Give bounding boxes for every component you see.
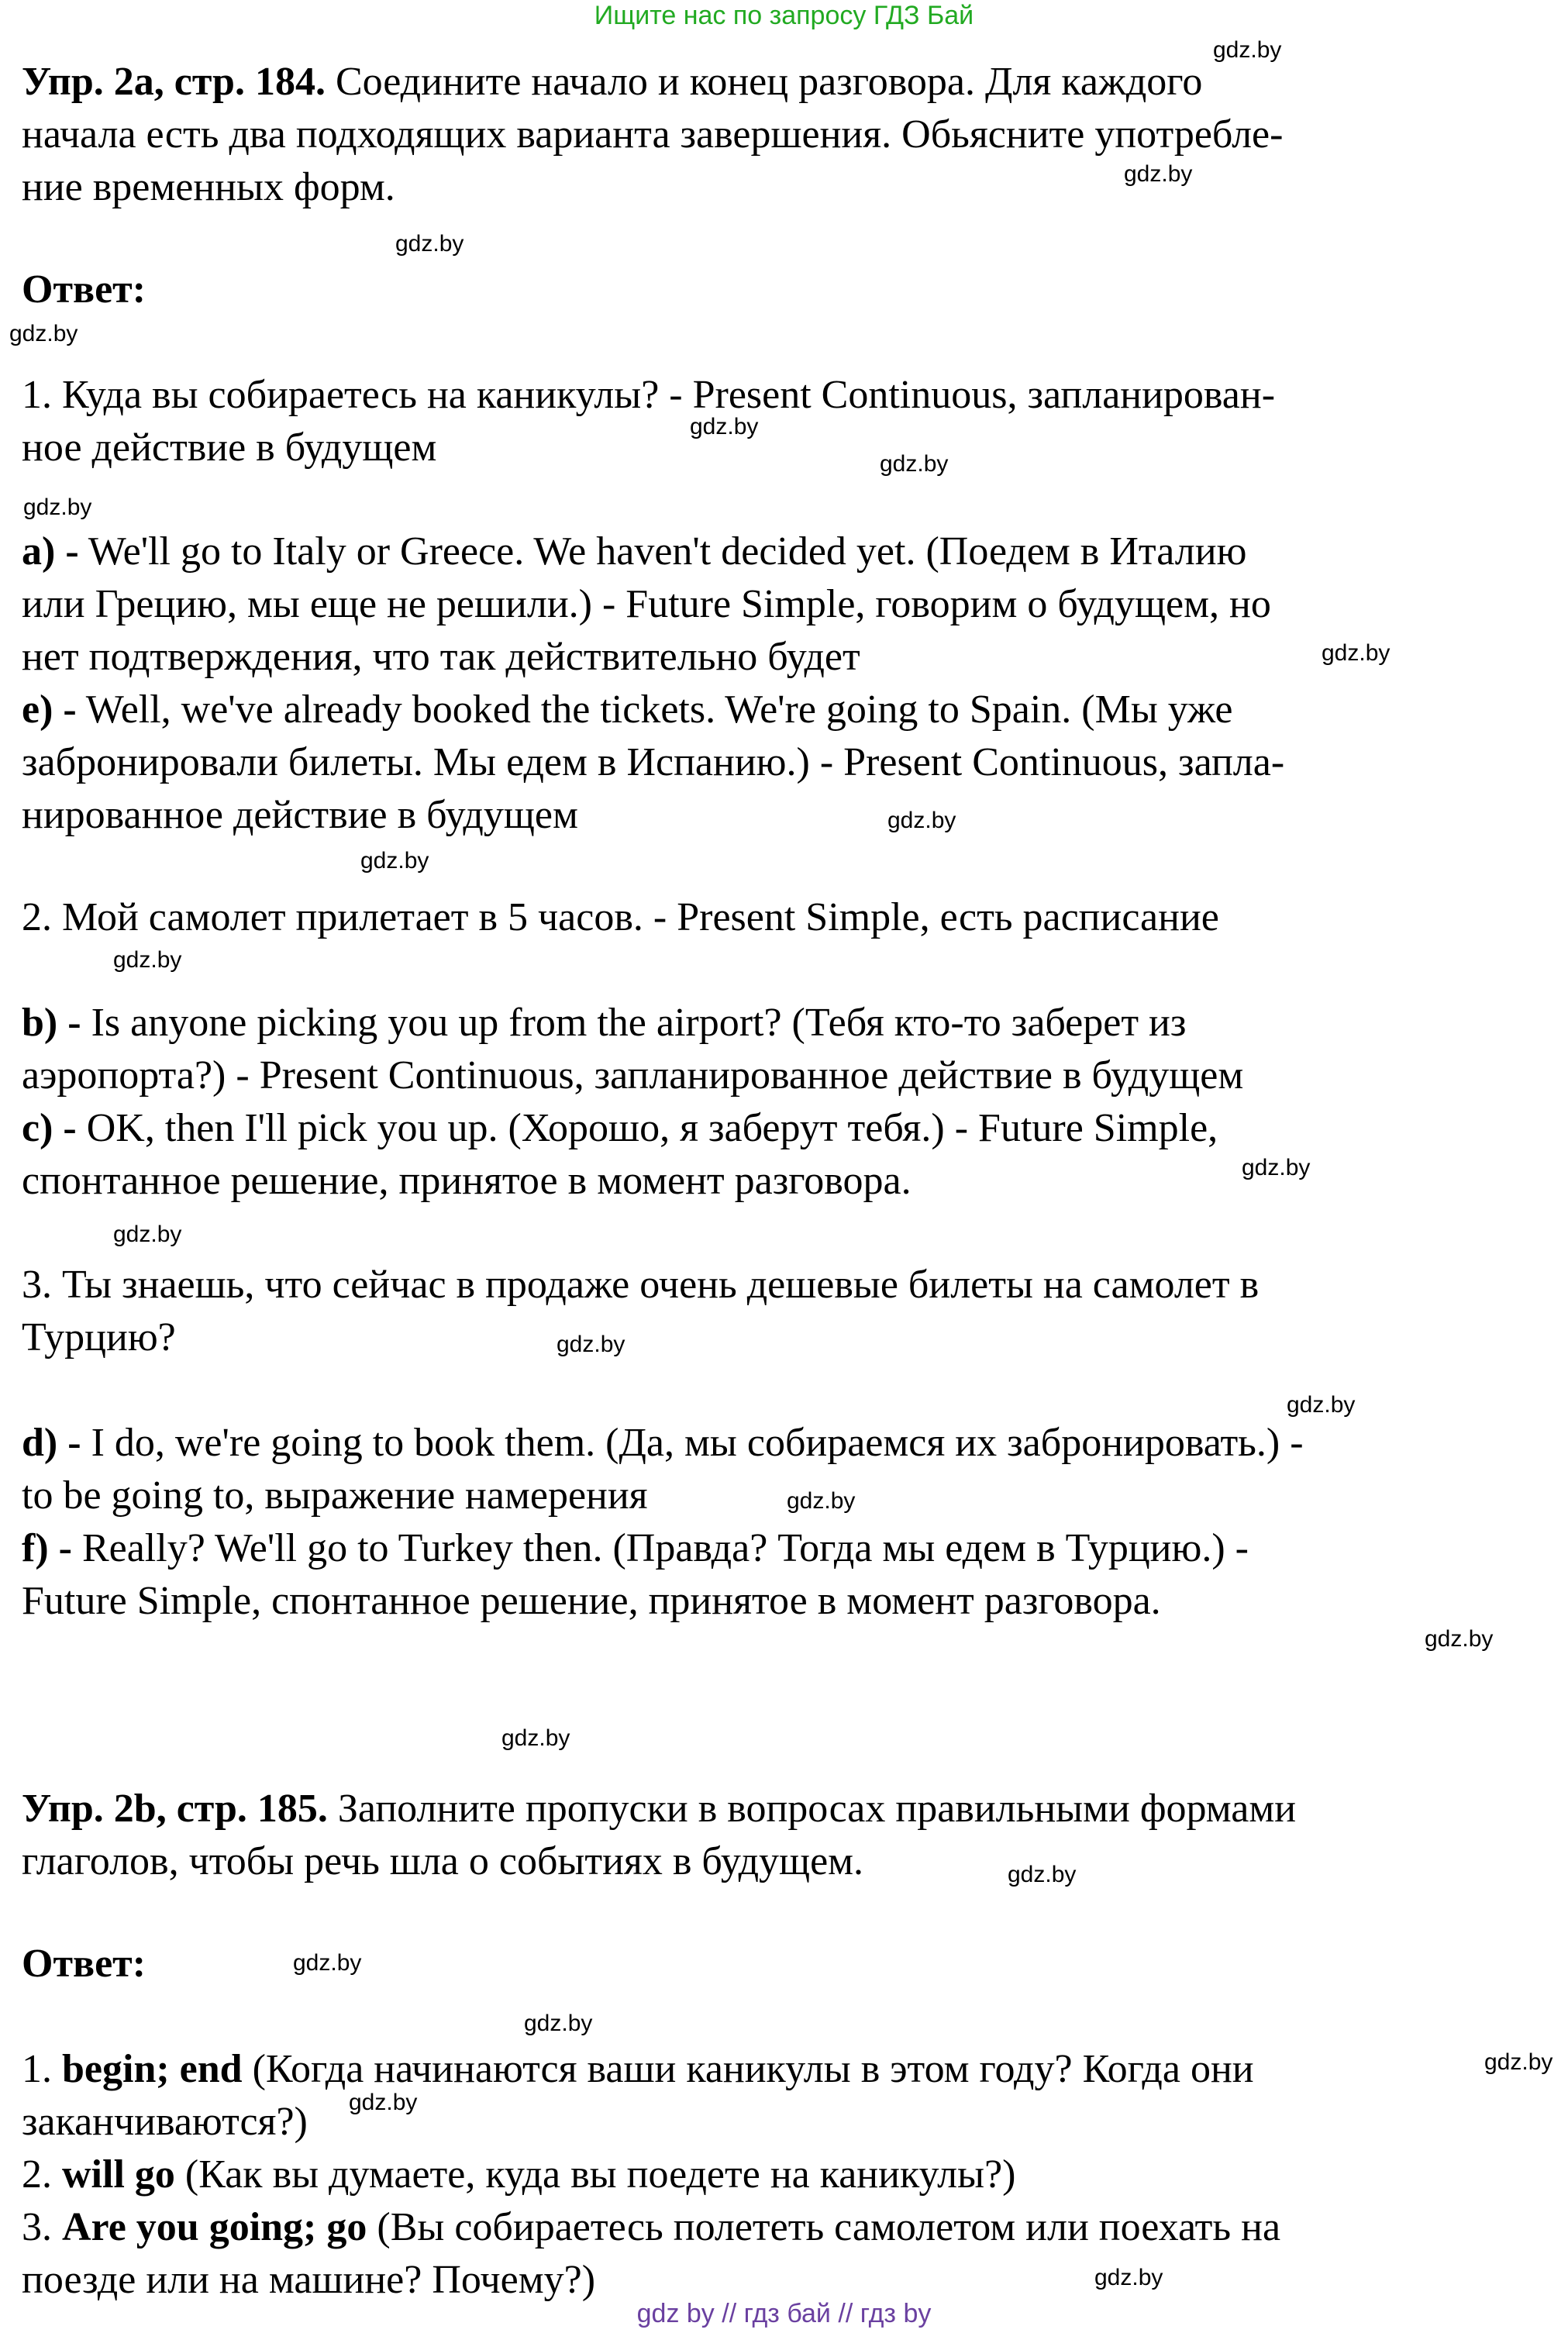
watermark: gdz.by [787, 1488, 856, 1514]
ex1-f-label: f) - [22, 1526, 72, 1570]
watermark: gdz.by [1094, 2265, 1163, 2290]
watermark: gdz.by [113, 1222, 182, 1247]
ex1-a-line2: или Грецию, мы еще не решили.) - Future Simple, говорим о будущем, но [22, 582, 1271, 626]
ex2-item1-num: 1. [22, 2047, 62, 2091]
ex1-d-text1: I do, we're going to book them. (Да, мы собираемся их забронировать.) - [81, 1421, 1304, 1465]
ex1-q3-line2: Турцию? [22, 1315, 176, 1359]
watermark: gdz.by [1242, 1155, 1311, 1180]
ex1-task-line2: начала есть два подходящих варианта завершения. Обьясните употребле- [22, 112, 1284, 157]
ex2-item3-num: 3. [22, 2205, 62, 2249]
ex2-item1-line2: заканчиваются?) [22, 2100, 308, 2144]
ex2-item1-line1 [22, 2043, 1254, 2096]
ex1-d-line1 [22, 1417, 1304, 1470]
watermark: gdz.by [501, 1725, 570, 1751]
ex2-item3-line2: поезде или на машине? Почему?) [22, 2258, 596, 2302]
ex1-task-text1: Соедините начало и конец разговора. Для каждого [325, 60, 1203, 104]
ex1-a-line3: нет подтверждения, что так действительно будет [22, 635, 860, 679]
watermark: gdz.by [293, 1950, 362, 1976]
ex1-c-text1: OK, then I'll pick you up. (Хорошо, я заберут тебя.) - Future Simple, [76, 1106, 1218, 1150]
ex2-item3-line1 [22, 2201, 1280, 2254]
ex1-c-line2: спонтанное решение, принятое в момент разговора. [22, 1159, 912, 1203]
ex2-label: Упр. 2b, стр. 185. [22, 1787, 328, 1831]
ex1-q1-line1: 1. Куда вы собираетесь на каникулы? - Present Continuous, запланирован- [22, 373, 1276, 417]
ex1-answer-label: Ответ: [22, 267, 146, 312]
ex2-item1-answer: begin; end [62, 2047, 243, 2091]
ex2-task-text1: Заполните пропуски в вопросах правильными формами [327, 1787, 1297, 1831]
watermark: gdz.by [1484, 2049, 1553, 2075]
ex1-task-line1 [22, 56, 1202, 109]
watermark: gdz.by [395, 231, 464, 257]
watermark: gdz.by [1322, 640, 1391, 666]
watermark: gdz.by [360, 848, 429, 874]
ex2-item3-answer: Are you going; go [62, 2205, 367, 2249]
ex1-a-line1 [22, 526, 1246, 578]
ex1-b-text1: Is anyone picking you up from the airport? (Тебя кто-то заберет из [81, 1001, 1187, 1045]
ex1-b-line2: аэропорта?) - Present Continuous, запланированное действие в будущем [22, 1053, 1244, 1098]
ex1-d-line2: to be going to, выражение намерения [22, 1473, 648, 1518]
ex2-item3-text: (Вы собираетесь полететь самолетом или поехать на [367, 2205, 1281, 2249]
ex1-b-line1 [22, 997, 1186, 1049]
ex1-e-label: e) - [22, 687, 77, 732]
watermark: gdz.by [1287, 1392, 1356, 1418]
watermark: gdz.by [23, 495, 92, 520]
ex1-q1-line2: ное действие в будущем [22, 426, 437, 470]
ex2-item1-text: (Когда начинаются ваши каникулы в этом году? Когда они [242, 2047, 1254, 2091]
ex2-task-line1 [22, 1783, 1296, 1835]
watermark: gdz.by [113, 947, 182, 973]
watermark: gdz.by [9, 321, 78, 346]
bottom-banner[interactable]: gdz by // гдз бай // гдз by [636, 2299, 932, 2328]
watermark: gdz.by [690, 414, 759, 439]
ex1-f-text1: Really? We'll go to Turkey then. (Правда? Тогда мы едем в Турцию.) - [71, 1526, 1249, 1570]
ex1-c-line1 [22, 1102, 1218, 1155]
ex2-item2-num: 2. [22, 2152, 62, 2197]
watermark: gdz.by [880, 451, 949, 477]
ex1-label: Упр. 2a, стр. 184. [22, 60, 326, 104]
watermark: gdz.by [1425, 1626, 1494, 1652]
ex1-task-line3: ние временных форм. [22, 165, 395, 209]
ex2-item2-line1 [22, 2149, 1015, 2201]
ex2-item2-answer: will go [62, 2152, 175, 2197]
ex1-e-line1 [22, 684, 1232, 736]
watermark: gdz.by [1124, 161, 1193, 187]
ex2-item2-text: (Как вы думаете, куда вы поедете на каникулы?) [174, 2152, 1016, 2197]
ex2-answer-label: Ответ: [22, 1942, 146, 1986]
ex1-a-text1: We'll go to Italy or Greece. We haven't decided yet. (Поедем в Италию [78, 529, 1247, 574]
ex1-e-line2: забронировали билеты. Мы едем в Испанию.) - Present Continuous, запла- [22, 740, 1285, 784]
ex1-b-label: b) - [22, 1001, 81, 1045]
ex1-c-label: c) - [22, 1106, 77, 1150]
ex1-e-text1: Well, we've already booked the tickets. We're going to Spain. (Мы уже [76, 687, 1233, 732]
ex1-d-label: d) - [22, 1421, 81, 1465]
ex1-q2-line1: 2. Мой самолет прилетает в 5 часов. - Present Simple, есть расписание [22, 895, 1219, 939]
ex1-q3-line1: 3. Ты знаешь, что сейчас в продаже очень дешевые билеты на самолет в [22, 1263, 1260, 1307]
ex1-f-line1 [22, 1522, 1249, 1575]
watermark: gdz.by [1213, 37, 1282, 63]
watermark: gdz.by [349, 2090, 418, 2115]
ex1-a-label: a) - [22, 529, 79, 574]
ex1-f-line2: Future Simple, спонтанное решение, принятое в момент разговора. [22, 1579, 1161, 1623]
watermark: gdz.by [887, 808, 956, 833]
watermark: gdz.by [524, 2011, 593, 2036]
top-banner[interactable]: Ищите нас по запросу ГДЗ Бай [594, 1, 974, 30]
watermark: gdz.by [1008, 1862, 1077, 1887]
ex1-e-line3: нированное действие в будущем [22, 793, 578, 837]
watermark: gdz.by [557, 1332, 625, 1357]
ex2-task-line2: глаголов, чтобы речь шла о событиях в будущем. [22, 1839, 864, 1883]
